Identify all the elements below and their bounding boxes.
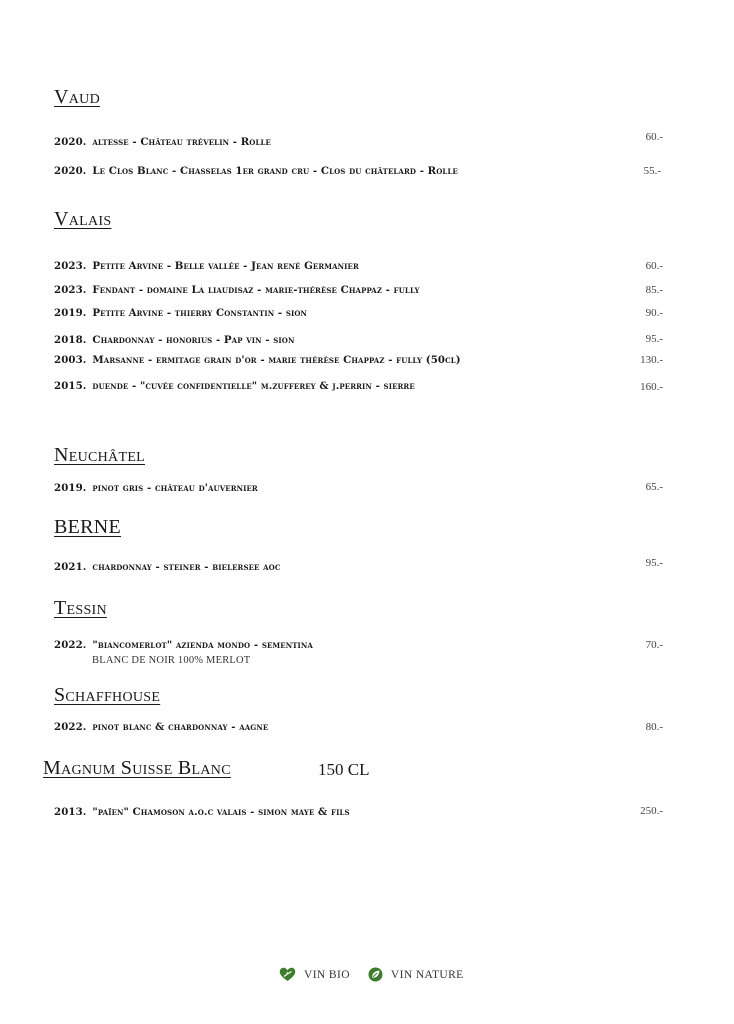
wine-year: 2022. [54, 721, 87, 733]
wine-year: 2003. [54, 354, 87, 366]
wine-year: 2015. [54, 380, 87, 392]
wine-name: Petite Arvine - Belle vallée - Jean rené Germanier [92, 260, 359, 272]
wine-name: Marsanne - ermitage grain d'or - marie thérèse Chappaz - fully (50cl) [92, 354, 461, 366]
wine-entry [54, 561, 281, 573]
wine-entry [54, 165, 458, 177]
wine-name: duende - "cuvée confidentielle" m.zufferey & j.perrin - sierre [92, 380, 415, 392]
heart-leaf-icon [279, 967, 296, 982]
legend [279, 967, 482, 982]
wine-entry [54, 354, 461, 366]
legend-nature [368, 967, 464, 982]
wine-name: "biancomerlot" azienda mondo - sementina [92, 639, 313, 651]
wine-price: 130.- [640, 354, 663, 366]
section-heading-neuchatel: Neuchâtel [54, 444, 146, 466]
wine-year: 2021. [54, 561, 87, 573]
wine-entry [54, 721, 268, 733]
wine-entry [54, 380, 415, 392]
legend-bio [279, 967, 350, 982]
wine-note: BLANC DE NOIR 100% MERLOT [92, 655, 251, 666]
wine-entry [54, 260, 359, 272]
wine-price: 250.- [640, 805, 663, 817]
leaf-circle-icon [368, 967, 383, 982]
wine-price: 95.- [645, 333, 663, 345]
wine-year: 2023. [54, 260, 87, 272]
wine-name: Le Clos Blanc - Chasselas 1er grand cru - Clos du châtelard - Rolle [92, 165, 458, 177]
section-heading-tessin: Tessin [54, 597, 107, 619]
wine-year: 2018. [54, 334, 87, 346]
wine-name: "païen" Chamoson a.o.c valais - simon maye & fils [92, 806, 350, 818]
wine-price: 65.- [645, 481, 663, 493]
wine-year: 2019. [54, 307, 87, 319]
wine-price: 70.- [645, 639, 663, 651]
wine-entry [54, 639, 313, 651]
legend-nature-label: VIN NATURE [390, 968, 464, 981]
section-heading-schaffhouse: Schaffhouse [54, 684, 161, 706]
wine-name: Petite Arvine - thierry Constantin - sion [92, 307, 308, 319]
wine-name: pinot blanc & chardonnay - aagne [92, 721, 269, 733]
wine-price: 85.- [645, 284, 663, 296]
wine-year: 2019. [54, 482, 87, 494]
section-heading-magnum: Magnum Suisse Blanc [43, 757, 231, 779]
section-heading-vaud: Vaud [54, 86, 100, 108]
wine-name: Chardonnay - honorius - Pap vin - sion [92, 334, 295, 346]
section-heading-valais: Valais [54, 208, 112, 230]
wine-year: 2020. [54, 165, 87, 177]
wine-entry [54, 806, 350, 818]
wine-name: chardonnay - steiner - bielersee aoc [92, 561, 281, 573]
wine-price: 95.- [645, 557, 663, 569]
wine-price: 160.- [640, 381, 663, 393]
wine-name: altesse - Château trévelin - Rolle [92, 136, 271, 148]
legend-bio-label: VIN BIO [304, 968, 350, 981]
wine-price: 90.- [645, 307, 663, 319]
wine-price: 80.- [645, 721, 663, 733]
magnum-size: 150 CL [318, 760, 370, 779]
section-heading-berne: BERNE [54, 516, 122, 538]
wine-name: pinot gris - château d'auvernier [92, 482, 258, 494]
wine-entry [54, 136, 271, 148]
wine-year: 2020. [54, 136, 87, 148]
wine-price: 55.- [643, 165, 661, 177]
wine-year: 2013. [54, 806, 87, 818]
wine-entry [54, 307, 307, 319]
wine-entry [54, 284, 420, 296]
wine-entry [54, 482, 258, 494]
wine-price: 60.- [645, 131, 663, 143]
wine-name: Fendant - domaine La liaudisaz - marie-thérèse Chappaz - fully [92, 284, 420, 296]
wine-year: 2022. [54, 639, 87, 651]
wine-year: 2023. [54, 284, 87, 296]
wine-entry [54, 334, 294, 346]
wine-price: 60.- [645, 260, 663, 272]
